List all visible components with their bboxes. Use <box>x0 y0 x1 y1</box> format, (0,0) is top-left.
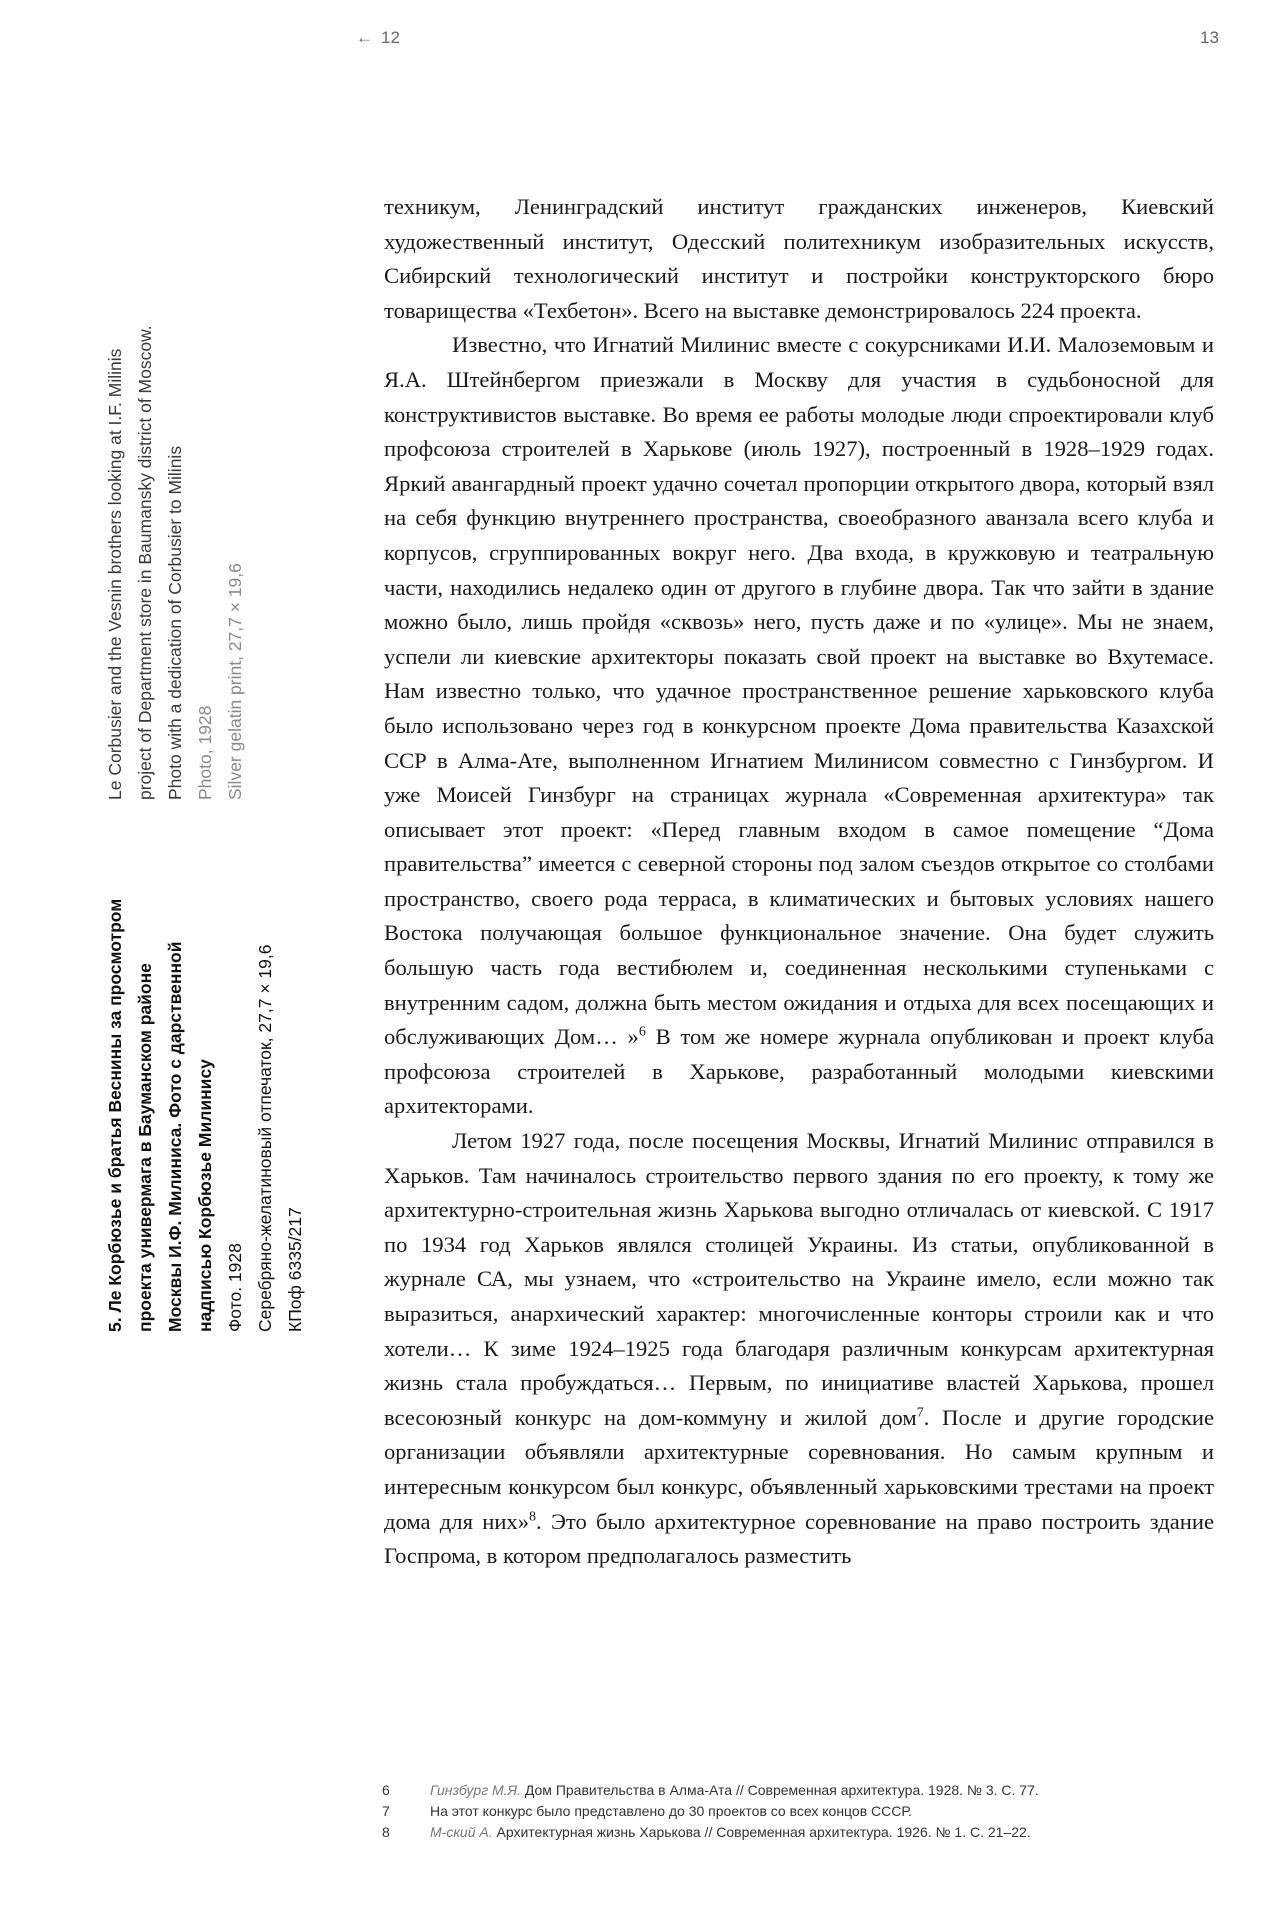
paragraph-2-text: Известно, что Игнатий Милинис вместе с сокурсниками И.И. Малоземовым и Я.А. Штейнбергом приезжали в Москву для участия в судьбоносной для конструктивистов выставке. Во время ее работы молодые люди спроектировали клуб профсоюза строителей в Харькове (июль 1927), построенный в 1928–1929 годах. Яркий авангардный проект удачно сочетал пропорции открытого двора, который взял на себя функцию внутреннего пространства, своеобразного аванзала всего клуба и корпусов, сгруппированных вокруг него. Два входа, в кружковую и театральную части, находились недалеко один от другого в глубине двора. Так что зайти в здание можно было, лишь пройдя «сквозь» него, пусть даже и по «улице». Мы не знаем, успели ли киевские архитекторы показать свой проект на выставке во Вхутемасе. Нам известно только, что удачное пространственное решение харьковского клуба было использовано через год в конкурсном проекте Дома правительства Казахской ССР в Алма-Ате, выполненном Игнатием Милинисом совместно с Гинзбургом. И уже Моисей Гинзбург на страницах журнала «Современная архитектура» так описывает этот проект: «Перед главным входом в самое помещение “Дома правительства” имеется с северной стороны под залом съездов открытое со столбами пространство, своего рода терраса, в климатических и бытовых условиях нашего Востока получающая большое функциональное значение. Она будет служить большую часть года вестибюлем и, соединенная несколькими ступеньками с внутренним садом, должна быть местом ожидания и отдыха для всех посещающих и обслуживающих Дом… » <box>384 332 1214 1050</box>
paragraph-3-text: Летом 1927 года, после посещения Москвы, Игнатий Милинис отправился в Харьков. Там начиналось строительство первого здания по его проекту, к тому же архитектурно-строительная жизнь Харькова выгодно отличалась от киевской. С 1917 по 1934 год Харьков являлся столицей Украины. Из статьи, опубликованной в журнале СА, мы узнаем, что «строительство на Украине имело, если можно так выразиться, анархический характер: многочисленные конторы строили как и что хотели… К зиме 1924–1925 года благодаря различным конкурсам архитектурная жизнь стала пробуждаться… Первым, по инициативе властей Харькова, прошел всесоюзный конкурс на дом-коммуну и жилой дом <box>384 1128 1214 1430</box>
page-header <box>0 28 1285 58</box>
footnote-number: 7 <box>382 1803 390 1819</box>
footnote-author: М-ский А. <box>430 1824 493 1840</box>
footnote-ref-8[interactable]: 8 <box>529 1509 537 1525</box>
paragraph-3-text-end: . Это было архитектурное соревнование на право построить здание Госпрома, в котором предполагалось разместить <box>384 1508 1214 1569</box>
footnote-text: Архитектурная жизнь Харькова // Современная архитектура. 1926. № 1. С. 21–22. <box>492 1824 1031 1840</box>
paragraph-3 <box>384 1124 1214 1574</box>
footnotes <box>384 1780 1214 1843</box>
current-page-number: 13 <box>1200 28 1219 47</box>
footnote-author: Гинзбург М.Я. <box>430 1782 521 1798</box>
caption-ru-type: Фото. 1928 <box>225 1243 245 1332</box>
footnote-ref-6[interactable]: 6 <box>638 1024 646 1040</box>
prev-page-link[interactable] <box>356 28 400 48</box>
caption-en-type: Photo, 1928 <box>195 705 215 800</box>
footnote-ref-7[interactable]: 7 <box>916 1405 924 1421</box>
caption-en-medium: Silver gelatin print, 27,7 × 19,6 <box>225 563 245 800</box>
paragraph-1: техникум, Ленинградский институт гражданских инженеров, Киевский художественный институт, Одесский политехникум изобразительных искусств, Сибирский технологический институт и постройки конструкторского бюро товарищества «Техбетон». Всего на выставке демонстрировалось 224 проекта. <box>384 194 1214 323</box>
footnote-text: Дом Правительства в Алма-Ата // Современная архитектура. 1928. № 3. С. 77. <box>520 1782 1039 1798</box>
footnote-7 <box>384 1801 1214 1822</box>
caption-russian <box>100 892 310 1332</box>
caption-ru-medium: Серебряно-желатиновый отпечаток, 27,7 × 19,6 <box>255 944 275 1332</box>
main-text <box>384 190 1214 1574</box>
paragraph-3-text-mid: . После и другие городские организации объявляли архитектурные соревнования. Но самым крупным и интересным конкурсом был конкурс, объявленный харьковскими трестами на проект дома для них» <box>384 1404 1214 1534</box>
paragraph-2 <box>384 328 1214 1124</box>
prev-page-number: 12 <box>381 28 400 47</box>
footnote-6 <box>384 1780 1214 1801</box>
caption-ru-inventory: КПоф 6335/217 <box>285 1207 305 1332</box>
footnote-8 <box>384 1822 1214 1843</box>
caption-en-title: Le Corbusier and the Vesnin brothers looking at I.F. Milinis project of Department store in Baumansky district of Moscow. Photo with a dedication of Corbusier to Milinis <box>105 325 185 800</box>
caption-ru-title: 5. Ле Корбюзье и братья Веснины за просмотром проекта универмага в Бауманском районе Москвы И.Ф. Милиниса. Фото с дарственной надписью Корбюзье Милинису <box>105 898 215 1332</box>
footnote-number: 8 <box>382 1824 390 1840</box>
footnote-text: На этот конкурс было представлено до 30 проектов со всех концов СССР. <box>430 1803 912 1819</box>
footnote-number: 6 <box>382 1782 390 1798</box>
caption-english <box>100 320 250 800</box>
arrow-left-icon[interactable]: ← <box>356 28 373 47</box>
paragraph-2-text-end: В том же номере журнала опубликован и проект клуба профсоюза строителей в Харькове, разработанный молодыми киевскими архитекторами. <box>384 1024 1214 1119</box>
